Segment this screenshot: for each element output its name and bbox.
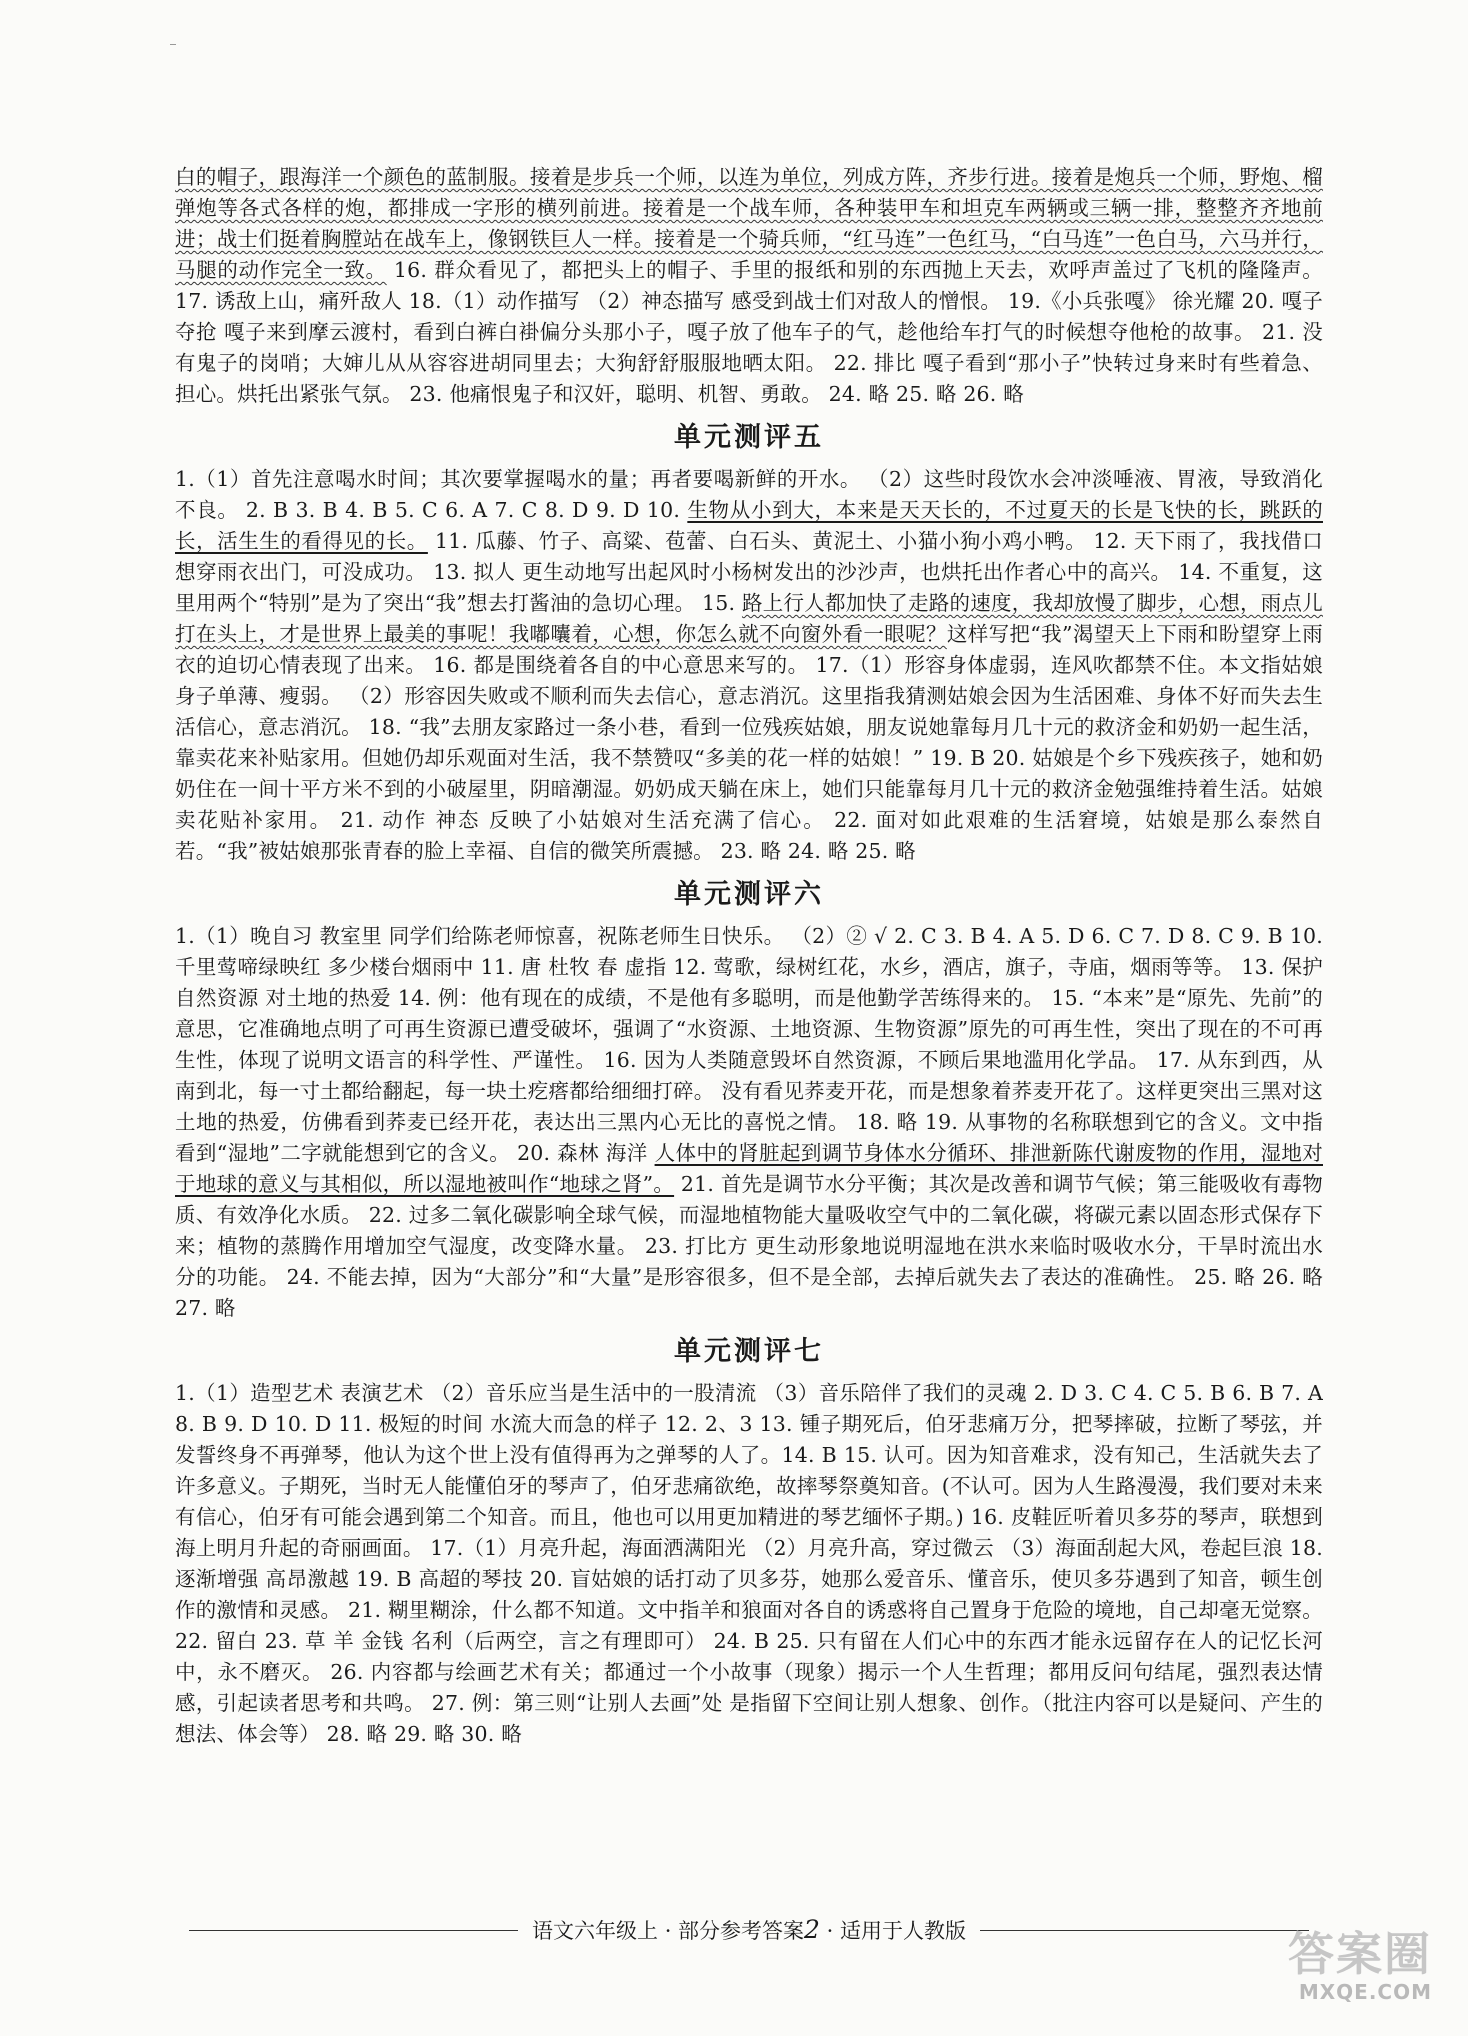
wavy-underlined-answer: 路上行人都加快了走路的速度，我却放慢了脚步，心想，雨点儿打在头上，才是世界上最美的事呢！我嘟囔着，心想，你怎么就不向窗外看一眼呢？ — [175, 591, 1323, 646]
scan-mark — [170, 44, 176, 45]
section-title-unit-7: 单元测评七 — [674, 1336, 824, 1367]
answers-text: 21. 首先是调节水分平衡；其次是改善和调节气候；第三能吸收有毒物质、有效净化水质。 22. 过多二氧化碳影响全球气候，而湿地植物能大量吸收空气中的二氧化碳，将碳元素以固态形式保存下来；植物的蒸腾作用增加空气湿度，改变降水量。 23. 打比方 更生动形象地说明湿地在洪水来临时吸收水分，干旱时流出水分的功能。 24. 不能去掉，因为“大部分”和“大量”是形容很多，但不是全部，去掉后就失去了表达的准确性。 25. 略 26. 略 27. 略 — [175, 1172, 1323, 1320]
section-7-answers — [175, 1378, 1323, 1750]
section-5-answers — [175, 464, 1323, 867]
section-title-unit-6: 单元测评六 — [674, 879, 824, 910]
page-number: 2 — [804, 1915, 820, 1944]
answers-text: 这样写把“我”渴望天上下雨和盼望穿上雨衣的迫切心情表现了出来。 16. 都是围绕着各自的中心意思来写的。 17.（1）形容身体虚弱，连风吹都禁不住。本文指姑娘身子单薄、瘦弱。 （2）形容因失败或不顺利而失去信心，意志消沉。这里指我猜测姑娘会因为生活困难、身体不好而失去生活信心，意志消沉。 18. “我”去朋友家路过一条小巷，看到一位残疾姑娘，朋友说她靠每月几十元的救济金和奶奶一起生活，靠卖花来补贴家用。但她仍却乐观面对生活，我不禁赞叹“多美的花一样的姑娘！” 19. B 20. 姑娘是个乡下残疾孩子，她和奶奶住在一间十平方米不到的小破屋里，阴暗潮湿。奶奶成天躺在床上，她们只能靠每月几十元的救济金勉强维持着生活。姑娘卖花贴补家用。 21. 动作 神态 反映了小姑娘对生活充满了信心。 22. 面对如此艰难的生活窘境，姑娘是那么泰然自若。“我”被姑娘那张青春的脸上幸福、自信的微笑所震撼。 23. 略 24. 略 25. 略 — [175, 622, 1323, 863]
section-title-unit-5: 单元测评五 — [674, 422, 824, 453]
answers-text: 1.（1）造型艺术 表演艺术 （2）音乐应当是生活中的一股清流 （3）音乐陪伴了我们的灵魂 2. D 3. C 4. C 5. B 6. B 7. A 8. B 9. D 10. D 11. 极短的时间 水流大而急的样子 12. 2、3 13. 锺子期死后，伯牙悲痛万分，把琴摔破，拉断了琴弦，并发誓终身不再弹琴，他认为这个世上没有值得再为之弹琴的人了。14. B 15. 认可。因为知音难求，没有知己，生活就失去了许多意义。子期死，当时无人能懂伯牙的琴声了，伯牙悲痛欲绝，故摔琴祭奠知音。(不认可。因为人生路漫漫，我们要对未来有信心，伯牙有可能会遇到第二个知音。而且，他也可以用更加精进的琴艺缅怀子期。) 16. 皮鞋匠听着贝多芬的琴声，联想到海上明月升起的奇丽画面。 17.（1）月亮升起，海面洒满阳光 （2）月亮升高，穿过微云 （3）海面刮起大风，卷起巨浪 18. 逐渐增强 高昂激越 19. B 高超的琴技 20. 盲姑娘的话打动了贝多芬，她那么爱音乐、懂音乐，使贝多芬遇到了知音，顿生创作的激情和灵感。 21. 糊里糊涂，什么都不知道。文中指羊和狼面对各自的诱惑将自己置身于危险的境地，自己却毫无觉察。 22. 留白 23. 草 羊 金钱 名利（后两空，言之有理即可） 24. B 25. 只有留在人们心中的东西才能永远留存在人的记忆长河中，永不磨灭。 26. 内容都与绘画艺术有关；都通过一个小故事（现象）揭示一个人生哲理；都用反问句结尾，强烈表达情感，引起读者思考和共鸣。 27. 例：第三则“让别人去画”处 是指留下空间让别人想象、创作。（批注内容可以是疑问、产生的想法、体会等） 28. 略 29. 略 30. 略 — [175, 1381, 1323, 1746]
underlined-excerpt: 白的帽子，跟海洋一个颜色的蓝制服。接着是步兵一个师，以连为单位，列成方阵，齐步行进。接着是炮兵一个师，野炮、榴弹炮等各式各样的炮，都排成一字形的横列前进。接着是一个战车师，各种装甲车和坦克车两辆或三辆一排，整整齐齐地前进；战士们挺着胸膛站在战车上，像钢铁巨人一样。接着是一个骑兵师，“红马连”一色红马，“白马连”一色白马，六马并行，马腿的动作完全一致。 — [175, 165, 1323, 282]
footer-edition: · 适用于人教版 — [819, 1919, 966, 1943]
answers-text: 16. 群众看见了，都把头上的帽子、手里的报纸和别的东西抛上天去，欢呼声盖过了飞机的隆隆声。 17. 诱敌上山，痛歼敌人 18.（1）动作描写 （2）神态描写 感受到战士们对敌人的憎恨。 19.《小兵张嘎》 徐光耀 20. 嘎子夺抢 嘎子来到摩云渡村，看到白裤白褂偏分头那小子，嘎子放了他车子的气，趁他给车打气的时候想夺他枪的故事。 21. 没有鬼子的岗哨；大婶儿从从容容进胡同里去；大狗舒舒服服地晒太阳。 22. 排比 嘎子看到“那小子”快转过身来时有些着急、担心。烘托出紧张气氛。 23. 他痛恨鬼子和汉奸，聪明、机智、勇敢。 24. 略 25. 略 26. 略 — [175, 258, 1323, 406]
page-footer — [175, 1912, 1323, 1948]
answer-content — [175, 162, 1323, 1750]
footer-rule-left — [189, 1930, 518, 1931]
watermark-url: MXQE.COM — [1298, 1980, 1432, 2004]
footer-label — [532, 1915, 966, 1945]
underlined-answer: 生物从小到大，本来是天天长的，不过夏天的长是飞快的长，跳跃的长，活生生的看得见的长。 — [175, 498, 1323, 553]
answers-text: 11. 瓜藤、竹子、高粱、苞蕾、白石头、黄泥土、小猫小狗小鸡小鸭。 12. 天下雨了，我找借口想穿雨衣出门，可没成功。 13. 拟人 更生动地写出起风时小杨树发出的沙沙声，也烘托出作者心中的高兴。 14. 不重复，这里用两个“特别”是为了突出“我”想去打酱油的急切心理。 15. — [175, 529, 1323, 615]
answers-text: 1.（1）首先注意喝水时间；其次要掌握喝水的量；再者要喝新鲜的开水。 （2）这些时段饮水会冲淡唾液、胃液，导致消化不良。 2. B 3. B 4. B 5. C 6. A 7. C 8. D 9. D 10. — [175, 467, 1323, 522]
footer-subject: 语文六年级上 · 部分参考答案 — [532, 1919, 805, 1943]
section-6-answers — [175, 921, 1323, 1324]
site-watermark — [1232, 1928, 1432, 2014]
answers-text: 1.（1）晚自习 教室里 同学们给陈老师惊喜，祝陈老师生日快乐。 （2）② √ 2. C 3. B 4. A 5. D 6. C 7. D 8. C 9. B 10. 千里莺啼绿映红 多少楼台烟雨中 11. 唐 杜牧 春 虚指 12. 莺歌，绿树红花，水乡，酒店，旗子，寺庙，烟雨等等。 13. 保护自然资源 对土地的热爱 14. 例：他有现在的成绩，不是他有多聪明，而是他勤学苦练得来的。 15. “本来”是“原先、先前”的意思，它准确地点明了可再生资源已遭受破坏，强调了“水资源、土地资源、生物资源”原先的可再生性，突出了现在的不可再生性，体现了说明文语言的科学性、严谨性。 16. 因为人类随意毁坏自然资源，不顾后果地滥用化学品。 17. 从东到西，从南到北，每一寸土都给翻起，每一块土疙瘩都给细细打碎。 没有看见荞麦开花，而是想象着荞麦开花了。这样更突出三黑对这土地的热爱，仿佛看到荞麦已经开花，表达出三黑内心无比的喜悦之情。 18. 略 19. 从事物的名称联想到它的含义。文中指看到“湿地”二字就能想到它的含义。 20. 森林 海洋 — [175, 924, 1323, 1165]
watermark-logo: 答案圈 — [1288, 1927, 1432, 1981]
underlined-answer: 人体中的肾脏起到调节身体水分循环、排泄新陈代谢废物的作用，湿地对于地球的意义与其相似，所以湿地被叫作“地球之肾”。 — [175, 1141, 1323, 1196]
paragraph-continued — [175, 162, 1323, 410]
